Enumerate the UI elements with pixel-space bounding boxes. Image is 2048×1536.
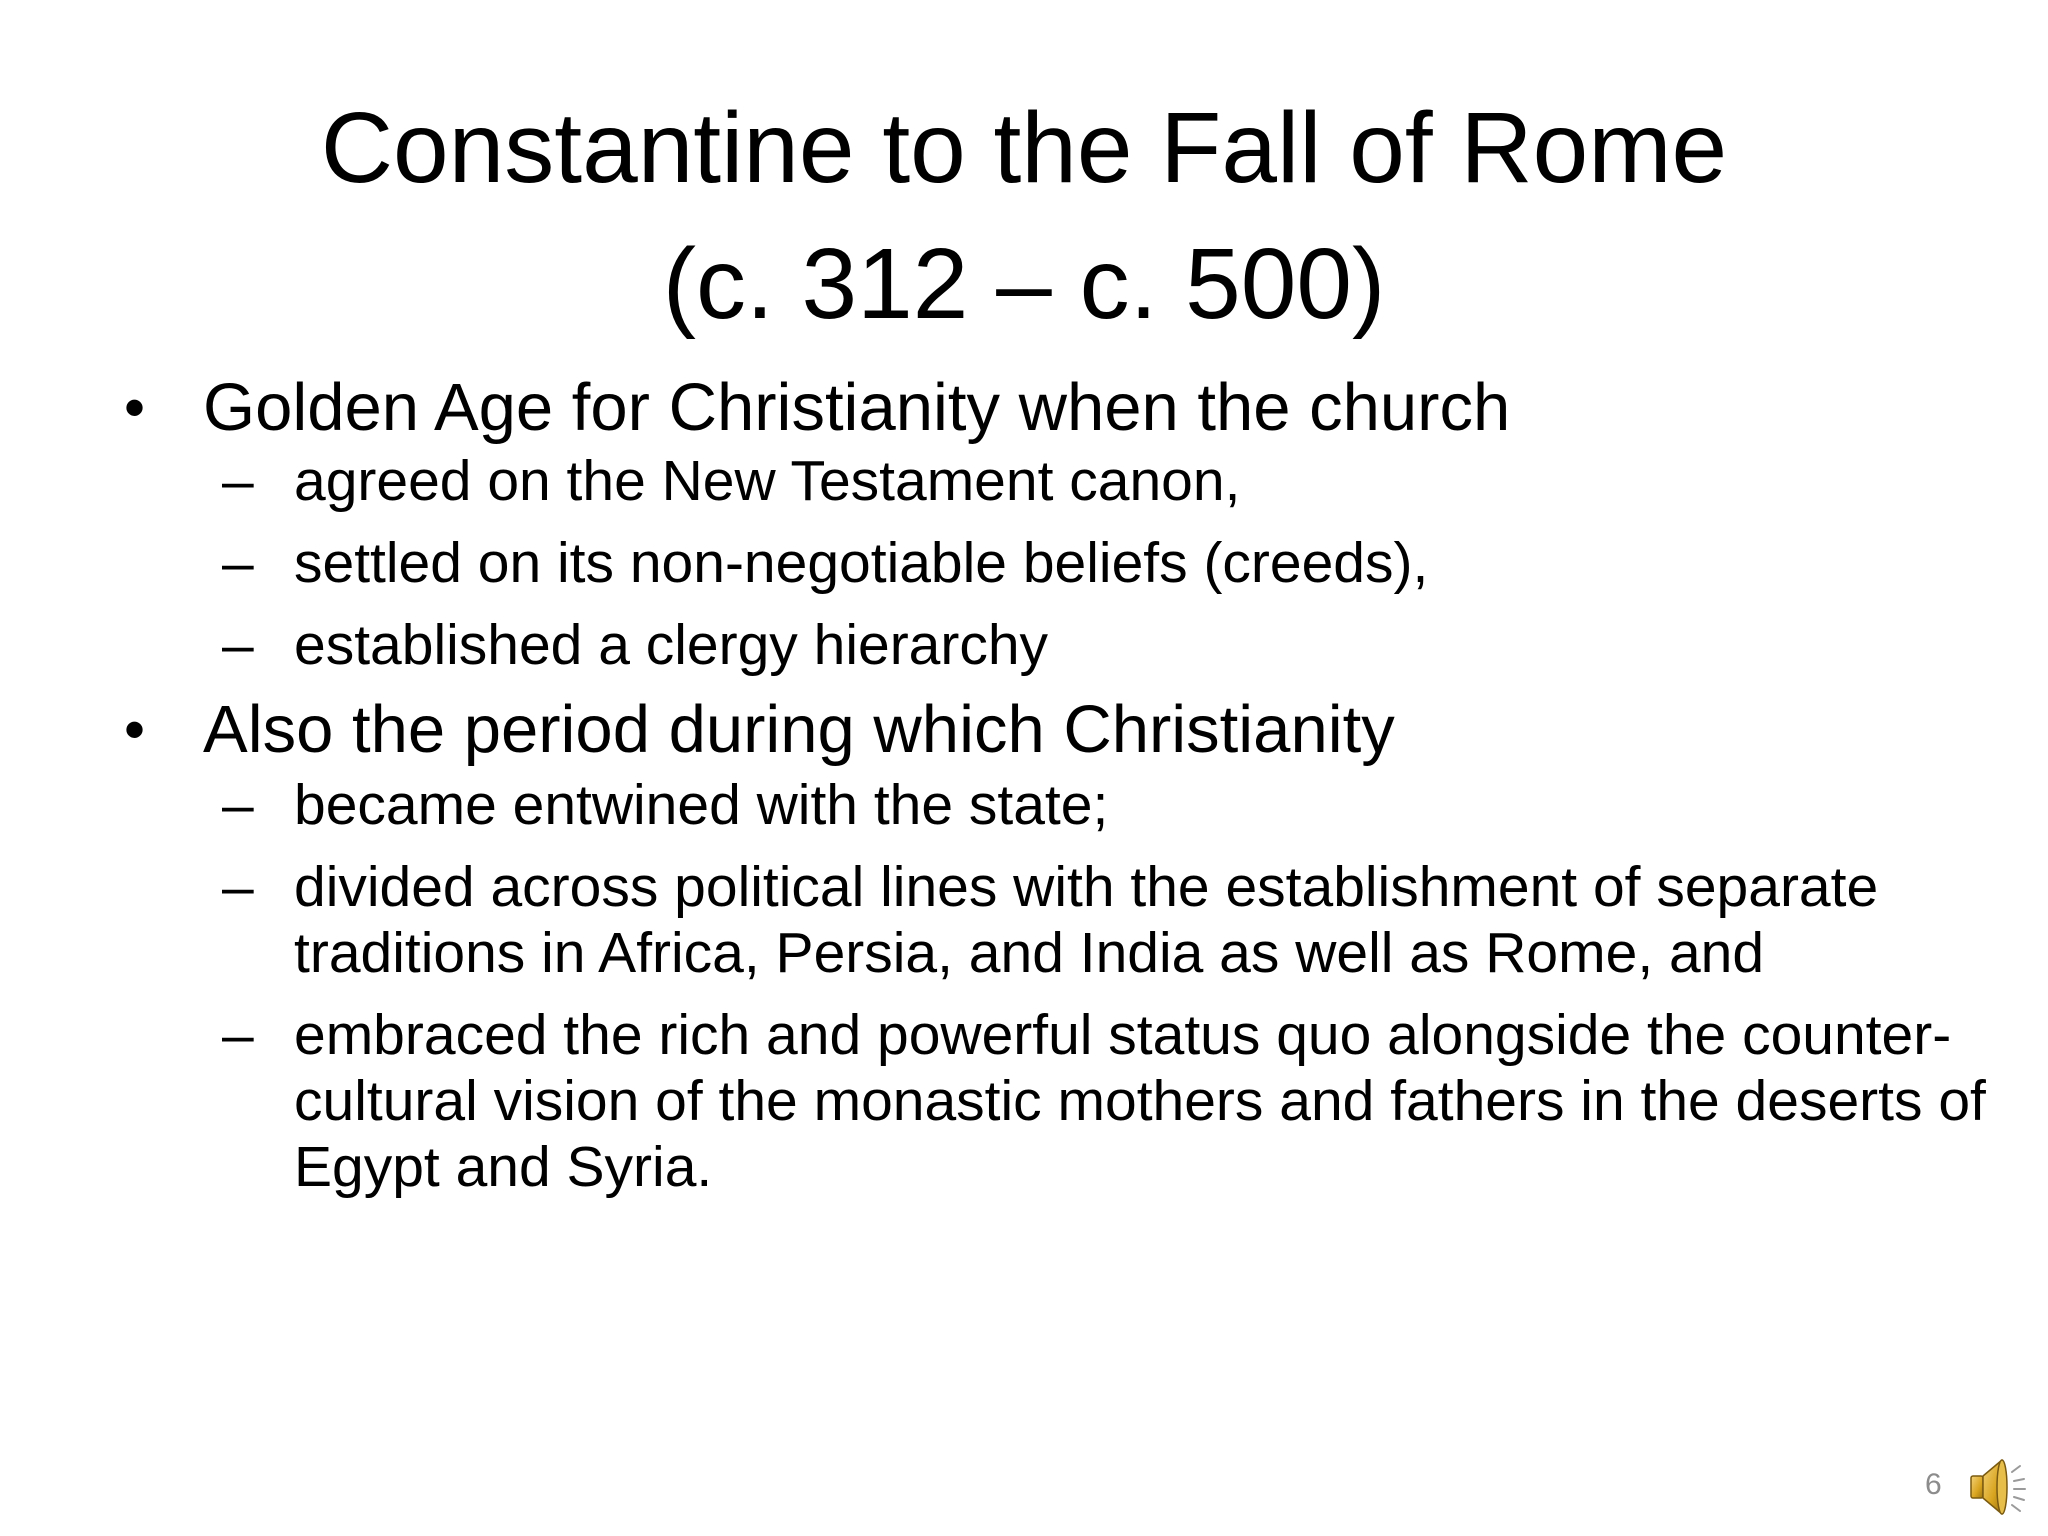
sub-bullet-text: embraced the rich and powerful status quo alongside the counter-cultural vision of the monastic mothers and fathers in the deserts of Egypt and Syria. (294, 1003, 1986, 1199)
dash-marker: – (222, 1003, 254, 1067)
bullet-marker: • (124, 374, 146, 441)
title-line-1: Constantine to the Fall of Rome (320, 92, 1728, 204)
title-line-2: (c. 312 – c. 500) (662, 228, 1386, 340)
page-number: 6 (1925, 1468, 1942, 1501)
sub-bullet-text: settled on its non-negotiable beliefs (creeds), (294, 531, 1429, 595)
sub-bullet-text: became entwined with the state; (294, 773, 1109, 837)
sub-bullet-2-2 (0, 854, 2048, 986)
sub-bullet-2-1 (0, 772, 2048, 838)
bullet-text: Also the period during which Christianity (203, 692, 1395, 767)
bullet-2 (0, 690, 2048, 770)
sub-bullet-text: established a clergy hierarchy (294, 613, 1049, 677)
slide-body (0, 368, 2048, 1200)
dash-marker: – (222, 613, 254, 677)
sub-bullet-1-3 (0, 612, 2048, 678)
sub-bullet-1-2 (0, 530, 2048, 596)
dash-marker: – (222, 855, 254, 919)
dash-marker: – (222, 449, 254, 513)
bullet-text: Golden Age for Christianity when the church (203, 370, 1511, 445)
dash-marker: – (222, 531, 254, 595)
sub-bullet-text: divided across political lines with the establishment of separate traditions in Africa, Persia, and India as well as Rome, and (294, 855, 1879, 985)
dash-marker: – (222, 773, 254, 837)
sub-bullet-2-3 (0, 1002, 2048, 1200)
sub-bullet-text: agreed on the New Testament canon, (294, 449, 1241, 513)
sub-bullet-1-1 (0, 448, 2048, 514)
bullet-1 (0, 368, 2048, 448)
bullet-marker: • (124, 696, 146, 763)
slide-title (0, 80, 2048, 352)
speaker-icon[interactable] (1968, 1452, 2030, 1522)
